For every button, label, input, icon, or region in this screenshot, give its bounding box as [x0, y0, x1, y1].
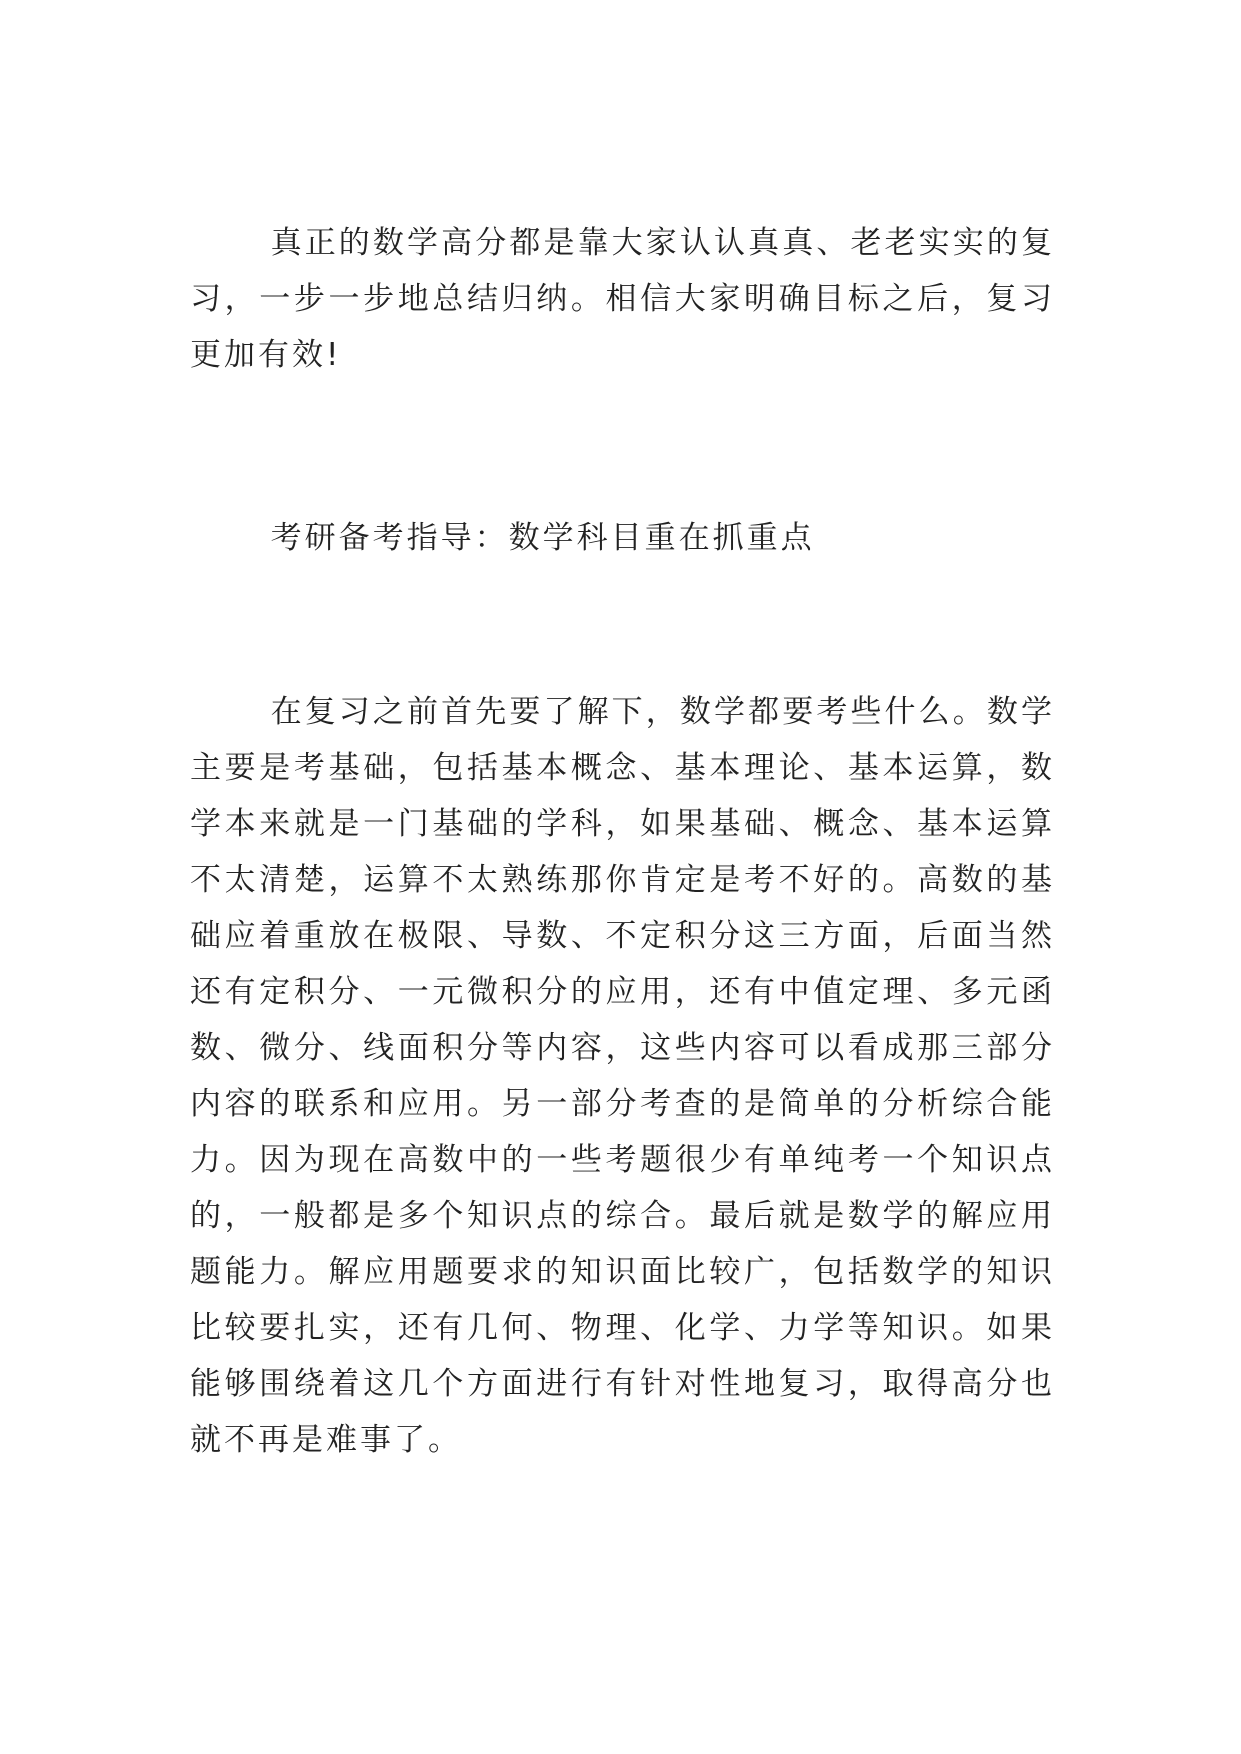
intro-section: [190, 215, 1055, 383]
section-heading: 考研备考指导：数学科目重在抓重点: [270, 520, 815, 556]
intro-paragraph: 真正的数学高分都是靠大家认认真真、老老实实的复习，一步一步地总结归纳。相信大家明确目标之后，复习更加有效!: [190, 225, 1055, 373]
body-paragraph: 在复习之前首先要了解下，数学都要考些什么。数学主要是考基础，包括基本概念、基本理论、基本运算，数学本来就是一门基础的学科，如果基础、概念、基本运算不太清楚，运算不太熟练那你肯定是考不好的。高数的基础应着重放在极限、导数、不定积分这三方面，后面当然还有定积分、一元微积分的应用，还有中值定理、多元函数、微分、线面积分等内容，这些内容可以看成那三部分内容的联系和应用。另一部分考查的是简单的分析综合能力。因为现在高数中的一些考题很少有单纯考一个知识点的，一般都是多个知识点的综合。最后就是数学的解应用题能力。解应用题要求的知识面比较广，包括数学的知识比较要扎实，还有几何、物理、化学、力学等知识。如果能够围绕着这几个方面进行有针对性地复习，取得高分也就不再是难事了。: [190, 694, 1055, 1458]
body-section: [190, 684, 1055, 1468]
heading-section: [190, 510, 1055, 566]
